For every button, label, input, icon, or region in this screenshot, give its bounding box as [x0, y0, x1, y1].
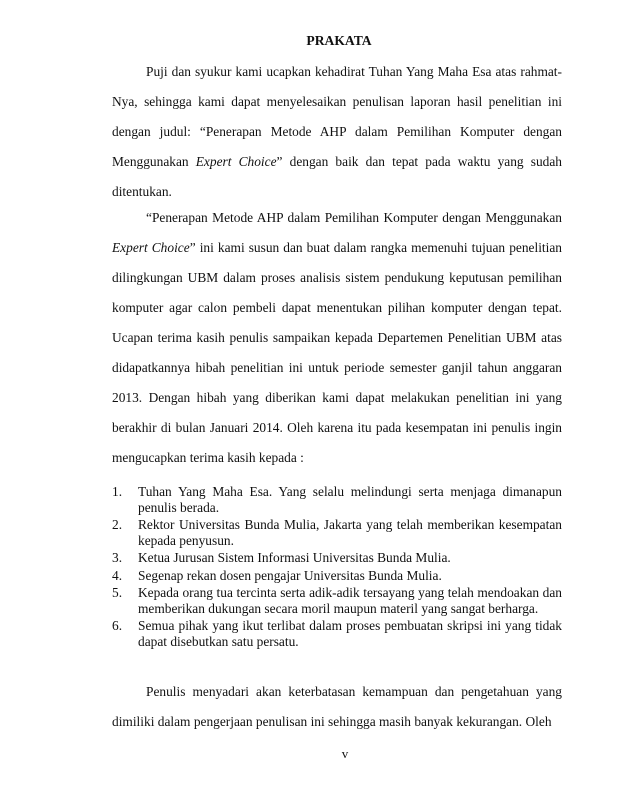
list-item-text: Ketua Jurusan Sistem Informasi Universitas Bunda Mulia.	[138, 550, 451, 565]
list-item-text: Segenap rekan dosen pengajar Universitas Bunda Mulia.	[138, 567, 442, 583]
list-item-text: Rektor Universitas Bunda Mulia, Jakarta yang telah memberikan kesempatan kepada penyusun.	[138, 517, 562, 548]
paragraph-purpose	[112, 203, 562, 473]
list-item-number: 2.	[112, 517, 123, 532]
list-item-number: 4.	[112, 567, 123, 583]
list-item-number: 1.	[112, 484, 123, 499]
page-title: PRAKATA	[306, 33, 372, 48]
list-item-text: Tuhan Yang Maha Esa. Yang selalu melindungi serta menjaga dimanapun penulis berada.	[138, 484, 562, 515]
page-number: v	[341, 746, 349, 761]
list-item	[112, 484, 562, 515]
paragraph-intro-text: Puji dan syukur kami ucapkan kehadirat Tuhan Yang Maha Esa atas rahmat-Nya, sehingga kami dapat menyelesaikan penulisan laporan hasil penelitian ini dengan judul: “Penerapan Metode AHP dalam Pemilihan Komputer dengan Menggunakan	[112, 64, 562, 169]
list-item-number: 5.	[112, 585, 123, 600]
list-item-text: Semua pihak yang ikut terlibat dalam proses pembuatan skripsi ini yang tidak dapat disebutkan satu persatu.	[138, 618, 562, 649]
paragraph-intro-text-end: ” dengan baik dan tepat pada waktu yang sudah ditentukan.	[112, 154, 562, 199]
list-item	[112, 550, 562, 566]
paragraph-closing: Penulis menyadari akan keterbatasan kemampuan dan pengetahuan yang dimiliki dalam pengerjaan penulisan ini sehingga masih banyak kekurangan. Oleh	[112, 684, 562, 729]
list-item-text: Kepada orang tua tercinta serta adik-adik tersayang yang telah mendoakan dan memberikan dukungan secara moril maupun materil yang sangat berharga.	[138, 585, 562, 616]
list-item	[112, 585, 562, 616]
list-item-number: 3.	[112, 550, 123, 565]
list-item	[112, 568, 562, 584]
list-item	[112, 618, 562, 649]
paragraph-intro-italic: Expert Choice	[195, 154, 277, 169]
acknowledgement-list	[112, 484, 562, 651]
paragraph-purpose-text: “Penerapan Metode AHP dalam Pemilihan Komputer dengan Menggunakan	[146, 210, 562, 225]
paragraph-intro	[112, 57, 562, 207]
list-item-number: 6.	[112, 618, 123, 633]
list-item	[112, 517, 562, 548]
paragraph-purpose-italic: Expert Choice	[112, 240, 190, 255]
paragraph-purpose-text-end: ” ini kami susun dan buat dalam rangka memenuhi tujuan penelitian dilingkungan UBM dalam proses analisis sistem pendukung keputusan pemilihan komputer agar calon pembeli dapat menentukan pilihan komputer dengan tepat. Ucapan terima kasih penulis sampaikan kepada Departemen Penelitian UBM atas didapatkannya hibah penelitian ini untuk periode semester ganjil tahun anggaran 2013. Dengan hibah yang diberikan kami dapat melakukan penelitian ini yang berakhir di bulan Januari 2014. Oleh karena itu pada kesempatan ini penulis ingin mengucapkan terima kasih kepada :	[112, 240, 562, 465]
